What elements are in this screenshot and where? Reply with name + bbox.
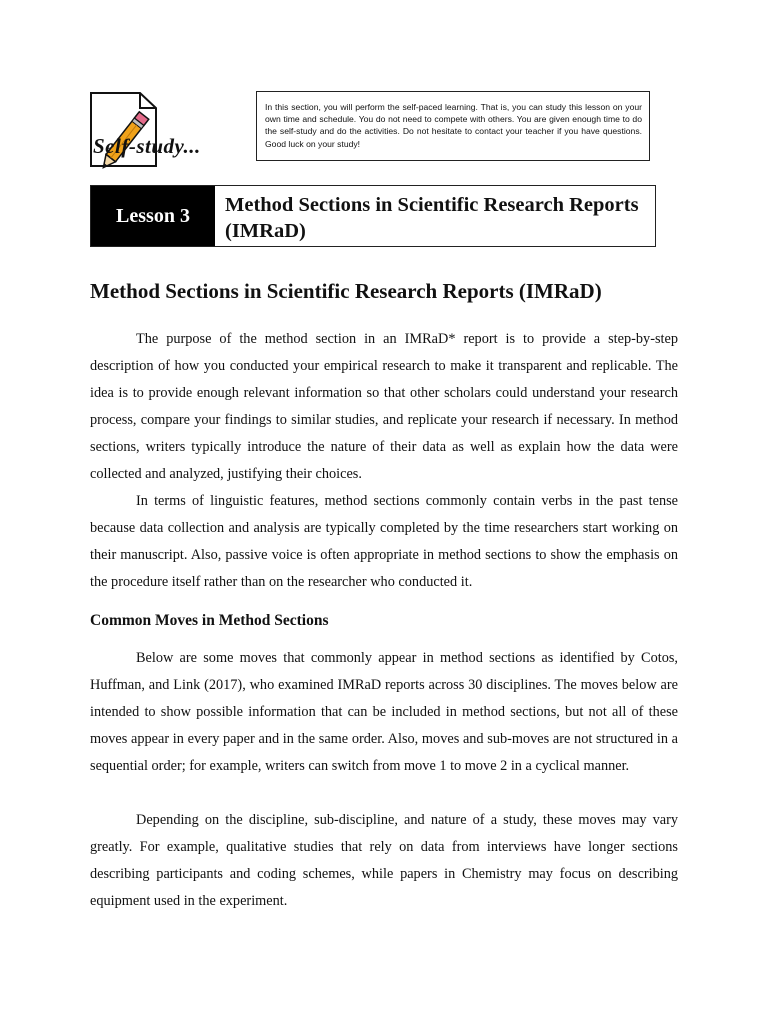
lesson-number: Lesson 3 [91,186,215,246]
lesson-banner [90,185,656,247]
lesson-title: Method Sections in Scientific Research Reports (IMRaD) [225,194,639,242]
paragraph-purpose: The purpose of the method section in an IMRaD* report is to provide a step-by-step description of how you conducted your empirical research to make it transparent and replicable. The idea is to provide enough relevant information so that other scholars could understand your research process, compare your findings to similar studies, and replicate your research if necessary. In method sections, writers typically introduce the nature of their data as well as explain how the data were collected and analyzed, justifying their choices. [90,331,678,482]
self-study-logo [88,90,248,170]
paragraph-linguistic-features: In terms of linguistic features, method sections commonly contain verbs in the past tense because data collection and analysis are typically completed by the time researchers start working on their manuscript. Also, passive voice is often appropriate in method sections to show the emphasis on the procedure itself rather than on the researcher who conducted it. [90,493,678,590]
self-study-label: Self-study... [93,134,201,158]
subsection-heading: Common Moves in Method Sections [90,612,329,629]
self-study-note: In this section, you will perform the self-paced learning. That is, you can study this lesson on your own time and schedule. You do not need to compete with others. You are given enough time to do the self-study and do the activities. Do not hesitate to contact your teacher if you have questions. Good luck on your study! [256,91,650,161]
paragraph-common-moves: Below are some moves that commonly appear in method sections as identified by Cotos, Huffman, and Link (2017), who examined IMRaD reports across 30 disciplines. The moves below are intended to show possible information that can be included in method sections, but not all of these moves appear in every paper and in the same order. Also, moves and sub-moves are not structured in a sequential order; for example, writers can switch from move 1 to move 2 in a cyclical manner. [90,650,678,774]
section-heading: Method Sections in Scientific Research Reports (IMRaD) [90,279,602,303]
paragraph-discipline-variation: Depending on the discipline, sub-discipline, and nature of a study, these moves may vary greatly. For example, qualitative studies that rely on data from interviews have longer sections describing participants and coding schemes, while papers in Chemistry may focus on describing equipment used in the experiment. [90,812,678,909]
